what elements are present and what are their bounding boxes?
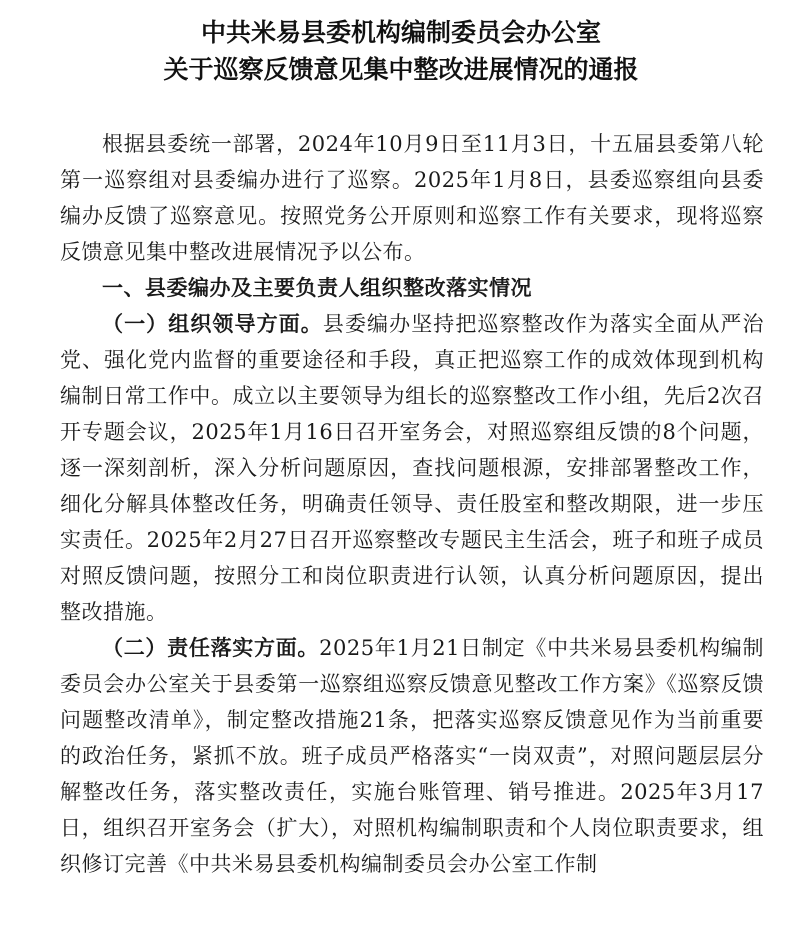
document-title bbox=[60, 14, 764, 88]
title-line-1: 中共米易县委机构编制委员会办公室 bbox=[200, 18, 601, 47]
intro-paragraph: 根据县委统一部署，2024年10月9日至11月3日，十五届县委第八轮第一巡察组对县委编办进行了巡察。2025年1月8日，县委巡察组向县委编办反馈了巡察意见。按照党务公开原则和巡察工作有关要求，现将巡察反馈意见集中整改进展情况予以公布。 bbox=[60, 132, 764, 264]
item-lead-1: （一）组织领导方面。 bbox=[102, 311, 323, 336]
section-heading-1: 一、县委编办及主要负责人组织整改落实情况 bbox=[102, 275, 532, 300]
item-text-2: 2025年1月21日制定《中共米易县委机构编制委员会办公室关于县委第一巡察组巡察反馈意见整改工作方案》《巡察反馈问题整改清单》，制定整改措施21条，把落实巡察反馈意见作为当前重要的政治任务，紧抓不放。班子成员严格落实“一岗双责”，对照问题层层分解整改任务，落实整改责任，实施台账管理、销号推进。2025年3月17日，组织召开室务会（扩大），对照机构编制职责和个人岗位职责要求，组织修订完善《中共米易县委机构编制委员会办公室工作制 bbox=[60, 636, 765, 876]
title-line-2: 关于巡察反馈意见集中整改进展情况的通报 bbox=[163, 55, 639, 84]
item-paragraph-1 bbox=[60, 306, 764, 630]
document-body bbox=[60, 126, 764, 882]
item-lead-2: （二）责任落实方面。 bbox=[102, 635, 320, 660]
item-text-1: 县委编办坚持把巡察整改作为落实全面从严治党、强化党内监督的重要途径和手段，真正把巡察工作的成效体现到机构编制日常工作中。成立以主要领导为组长的巡察整改工作小组，先后2次召开专题会议，2025年1月16日召开室务会，对照巡察组反馈的8个问题，逐一深刻剖析，深入分析问题原因，查找问题根源，安排部署整改工作，细化分解具体整改任务，明确责任领导、责任股室和整改期限，进一步压实责任。2025年2月27日召开巡察整改专题民主生活会，班子和班子成员对照反馈问题，按照分工和岗位职责进行认领，认真分析问题原因，提出整改措施。 bbox=[60, 312, 765, 624]
item-paragraph-2 bbox=[60, 630, 764, 882]
